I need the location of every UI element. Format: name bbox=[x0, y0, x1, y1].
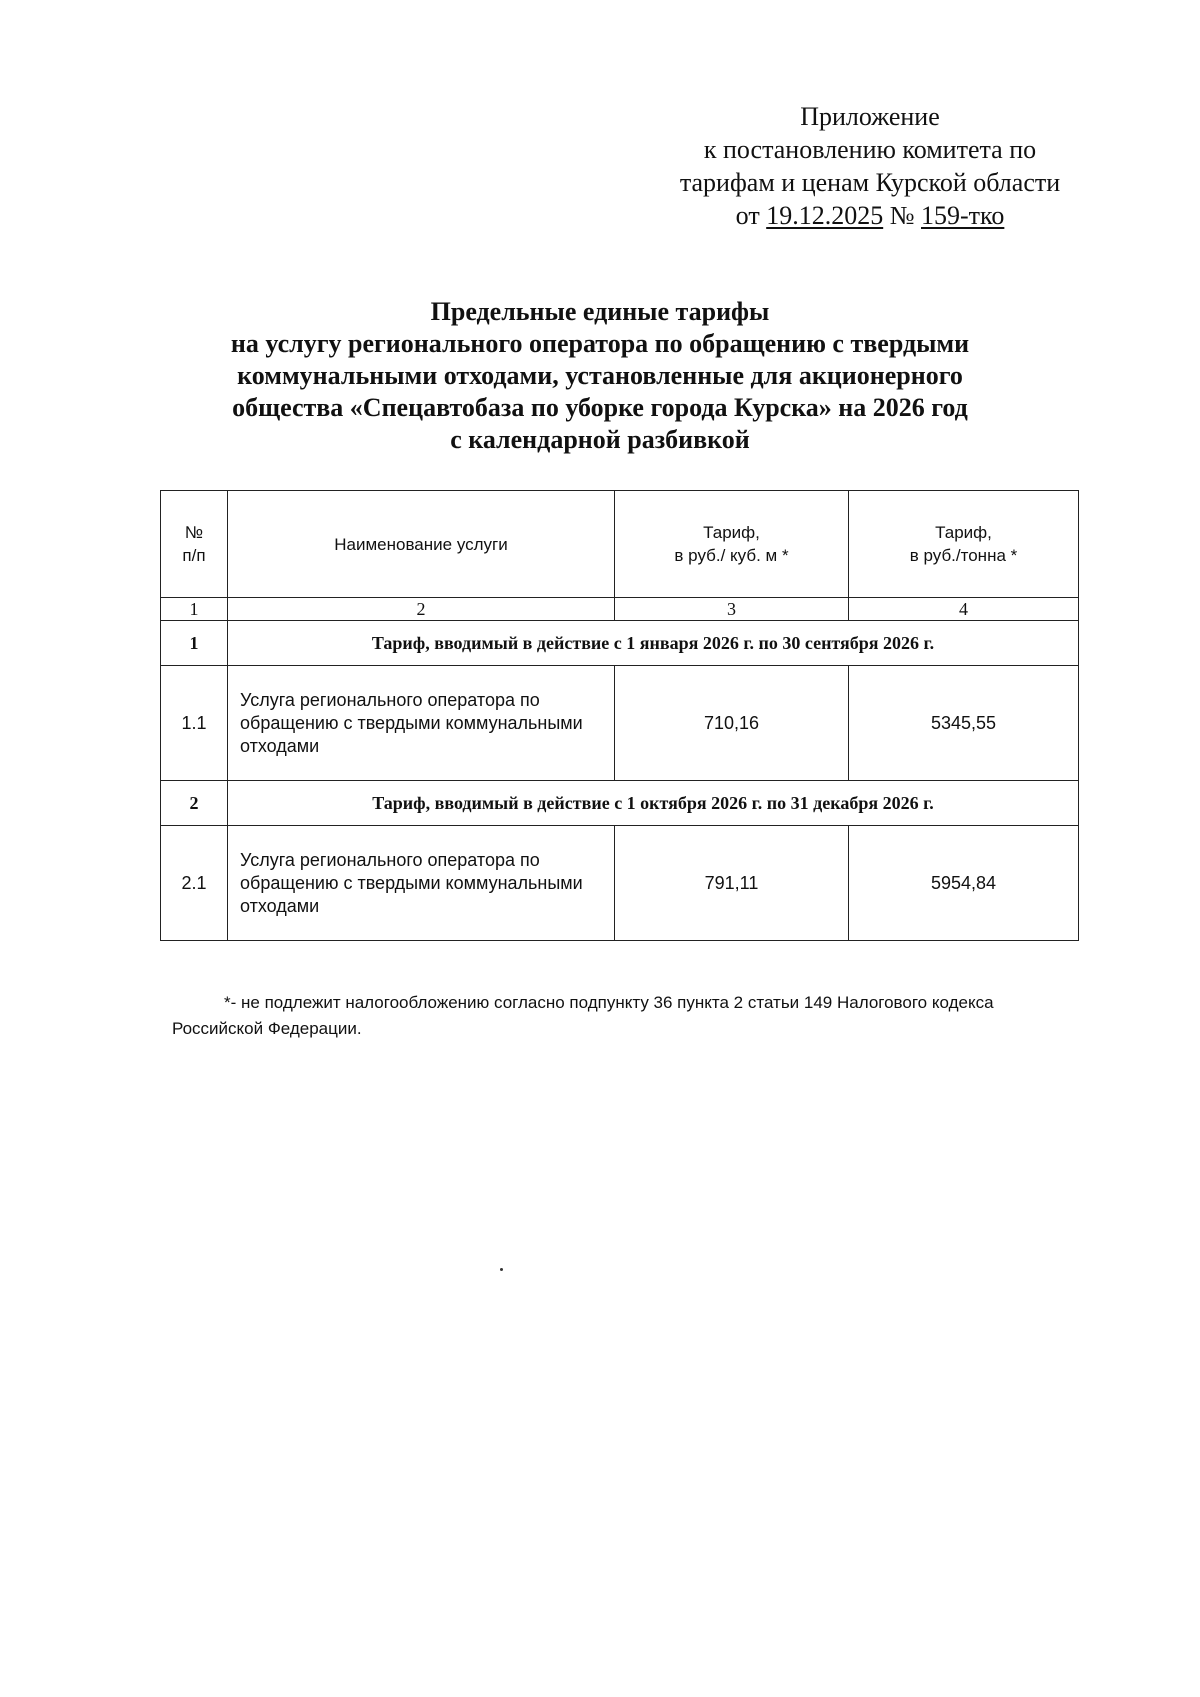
service-name-line: обращению с твердыми коммунальными bbox=[240, 872, 583, 893]
tariff-m3-value: 791,11 bbox=[615, 826, 849, 941]
number-sign: № bbox=[889, 201, 915, 230]
section-row bbox=[161, 781, 1079, 826]
header-tariff-m3 bbox=[615, 491, 849, 598]
date-prefix: от bbox=[735, 201, 760, 230]
header-tariff-t bbox=[849, 491, 1079, 598]
column-number: 4 bbox=[849, 598, 1079, 621]
title-line-2: на услугу регионального оператора по обращению с твердыми bbox=[230, 329, 970, 358]
section-title: Тариф, вводимый в действие с 1 октября 2026 г. по 31 декабря 2026 г. bbox=[228, 781, 1079, 826]
header-tariff-t-label: Тариф, bbox=[935, 523, 992, 542]
section-title: Тариф, вводимый в действие с 1 января 2026 г. по 30 сентября 2026 г. bbox=[228, 621, 1079, 666]
column-number-row bbox=[161, 598, 1079, 621]
tariff-t-value: 5345,55 bbox=[849, 666, 1079, 781]
column-number: 1 bbox=[161, 598, 228, 621]
service-name-line: Услуга регионального оператора по bbox=[240, 849, 540, 870]
header-num-abbr: п/п bbox=[182, 546, 206, 565]
decree-number: 159-тко bbox=[921, 201, 1005, 230]
header-name: Наименование услуги bbox=[228, 491, 615, 598]
service-name-line: обращению с твердыми коммунальными bbox=[240, 712, 583, 733]
scan-speck bbox=[500, 1268, 503, 1271]
document-title bbox=[150, 296, 1050, 456]
title-line-5: с календарной разбивкой bbox=[450, 425, 750, 454]
title-line-1: Предельные единые тарифы bbox=[430, 297, 770, 326]
header-num-symbol: № bbox=[184, 523, 204, 542]
tariff-m3-value: 710,16 bbox=[615, 666, 849, 781]
appendix-block bbox=[600, 100, 1140, 232]
title-line-4: общества «Спецавтобаза по уборке города Курска» на 2026 год bbox=[232, 393, 968, 422]
section-number: 1 bbox=[161, 621, 228, 666]
row-number: 1.1 bbox=[161, 666, 228, 781]
service-name bbox=[228, 826, 615, 941]
table-header-row bbox=[161, 491, 1079, 598]
column-number: 2 bbox=[228, 598, 615, 621]
column-number: 3 bbox=[615, 598, 849, 621]
table-row bbox=[161, 826, 1079, 941]
service-name-line: отходами bbox=[240, 895, 320, 916]
header-tariff-t-unit: в руб./тонна * bbox=[909, 546, 1018, 565]
section-row bbox=[161, 621, 1079, 666]
service-name-line: Услуга регионального оператора по bbox=[240, 689, 540, 710]
tariff-table bbox=[160, 490, 1079, 941]
appendix-date-line bbox=[600, 199, 1140, 232]
tariff-t-value: 5954,84 bbox=[849, 826, 1079, 941]
header-tariff-m3-unit: в руб./ куб. м * bbox=[674, 546, 789, 565]
header-tariff-m3-label: Тариф, bbox=[703, 523, 760, 542]
appendix-line-2: к постановлению комитета по bbox=[703, 135, 1037, 164]
service-name bbox=[228, 666, 615, 781]
row-number: 2.1 bbox=[161, 826, 228, 941]
title-line-3: коммунальными отходами, установленные для акционерного bbox=[237, 361, 963, 390]
appendix-line-3: тарифам и ценам Курской области bbox=[679, 168, 1061, 197]
footnote: *- не подлежит налогообложению согласно подпункту 36 пункта 2 статьи 149 Налогового кодекса Российской Федерации. bbox=[172, 993, 994, 1038]
table-row bbox=[161, 666, 1079, 781]
section-number: 2 bbox=[161, 781, 228, 826]
appendix-line-1: Приложение bbox=[800, 102, 940, 131]
decree-date: 19.12.2025 bbox=[766, 201, 884, 230]
service-name-line: отходами bbox=[240, 735, 320, 756]
header-num bbox=[161, 491, 228, 598]
